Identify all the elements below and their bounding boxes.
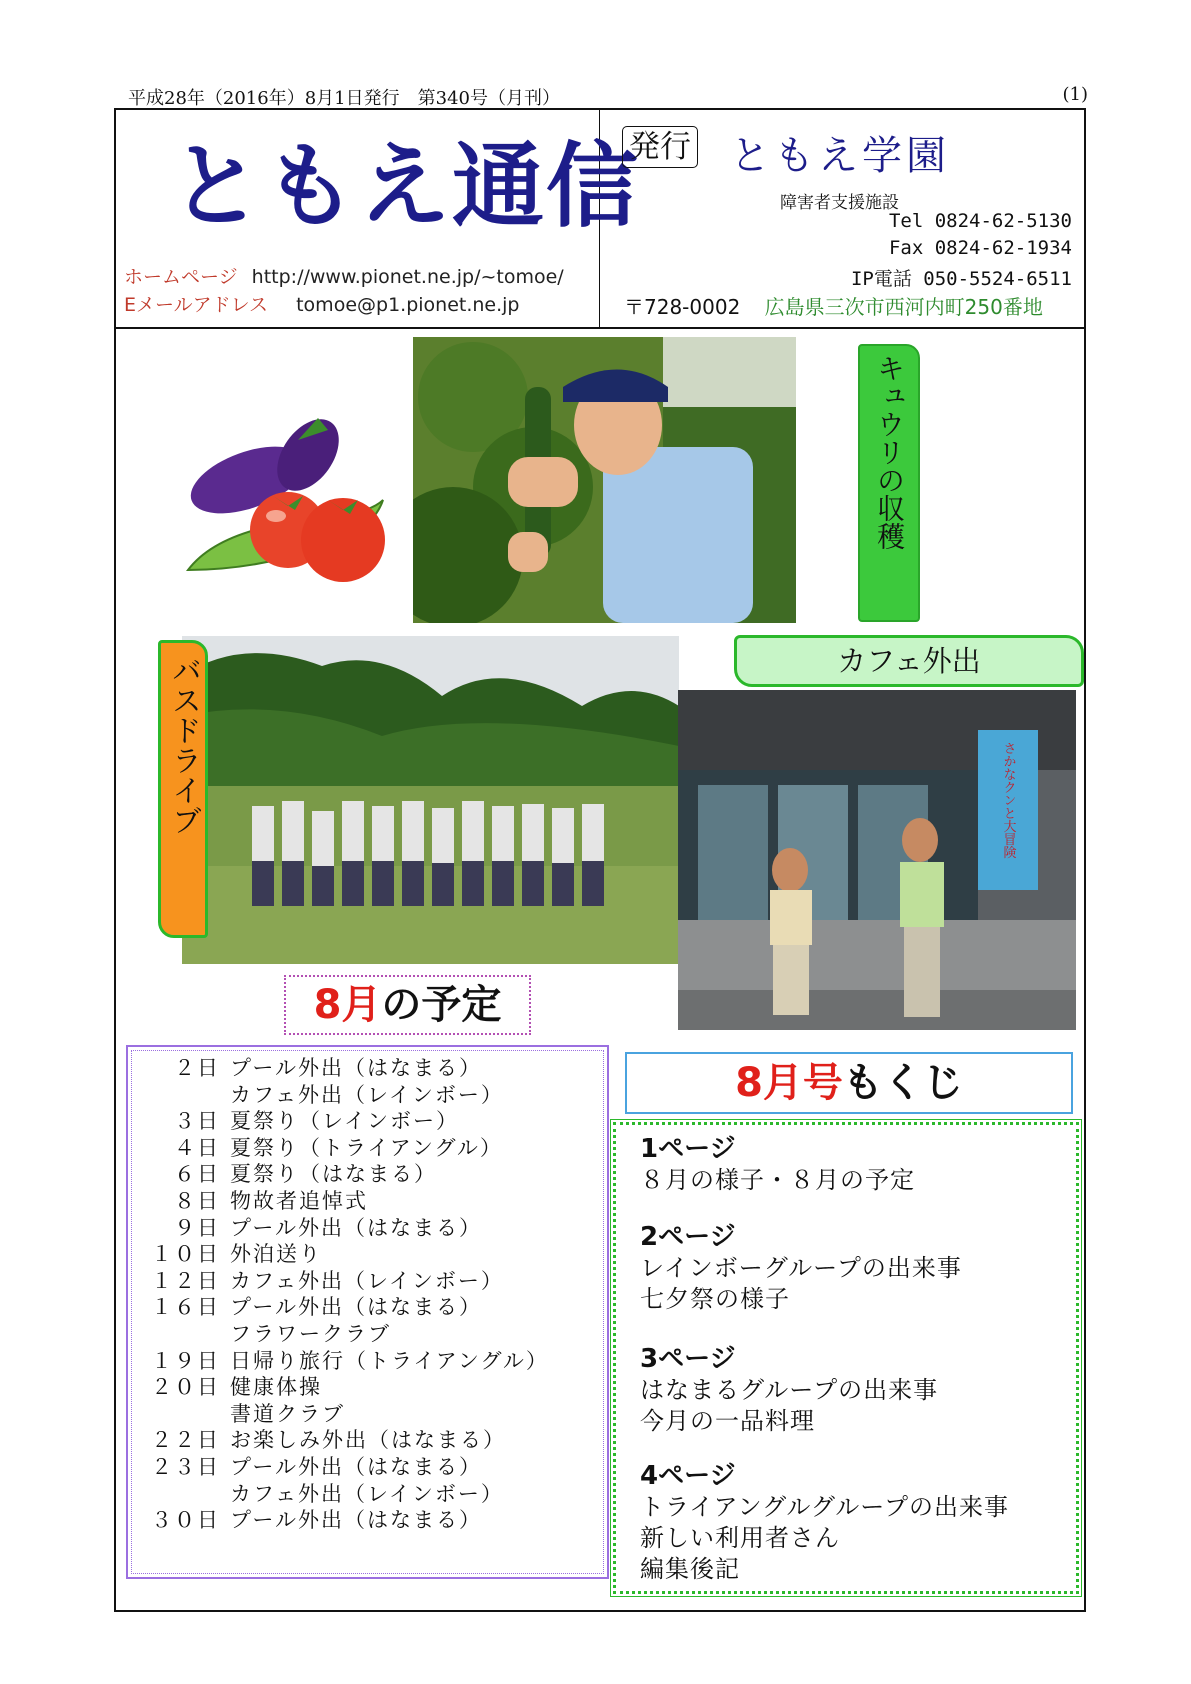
schedule-event: プール外出（はなまる）	[230, 1508, 482, 1533]
schedule-event: カフェ外出（レインボー）	[230, 1082, 504, 1107]
schedule-row	[140, 1345, 549, 1373]
schedule-row	[140, 1398, 345, 1426]
toc-item: レインボーグループの出来事	[640, 1254, 962, 1282]
page-number: (1)	[1062, 84, 1088, 105]
schedule-event: プール外出（はなまる）	[230, 1056, 482, 1080]
schedule-heading	[284, 975, 531, 1035]
address-line	[624, 291, 1043, 320]
schedule-heading-month-suffix: 月	[341, 982, 382, 1028]
schedule-day: ３日	[174, 1109, 220, 1134]
toc-item: トライアングルグループの出来事	[640, 1493, 1009, 1521]
cafe-outing-label: カフェ外出	[734, 635, 1084, 687]
fax: Fax 0824-62-1934	[888, 237, 1072, 259]
email-line	[124, 290, 520, 317]
toc-heading	[625, 1052, 1073, 1114]
schedule-day: ４日	[174, 1135, 220, 1160]
schedule-day: １２日	[151, 1268, 220, 1293]
schedule-event: 夏祭り（トライアングル）	[230, 1135, 503, 1160]
schedule-event: プール外出（はなまる）	[230, 1215, 482, 1240]
schedule-row	[140, 1238, 322, 1267]
email-link[interactable]: tomoe@p1.pionet.ne.jp	[296, 294, 520, 316]
toc-heading-text: もくじ	[842, 1060, 963, 1106]
schedule-day: １９日	[151, 1348, 220, 1373]
toc-item: 今月の一品料理	[640, 1407, 815, 1435]
toc-item: はなまるグループの出来事	[640, 1376, 939, 1404]
toc-page-heading: 4ページ	[640, 1461, 736, 1491]
schedule-row	[140, 1185, 368, 1213]
schedule-row	[140, 1105, 459, 1134]
schedule-event: 外泊送り	[230, 1242, 322, 1267]
schedule-event: 健康体操	[230, 1375, 322, 1400]
toc-item: 編集後記	[640, 1555, 740, 1583]
schedule-row	[140, 1451, 482, 1479]
email-label: Eメールアドレス	[124, 294, 269, 316]
schedule-row	[140, 1132, 503, 1160]
cucumber-harvest-label	[858, 344, 920, 622]
toc-page-heading: 1ページ	[640, 1134, 736, 1164]
schedule-event: 日帰り旅行（トライアングル）	[230, 1348, 549, 1373]
publisher-name: ともえ学園	[730, 133, 950, 179]
schedule-heading-text: の予定	[381, 982, 502, 1028]
header-divider-horizontal	[116, 327, 1084, 329]
vegetables-illustration	[178, 410, 398, 585]
telephone: Tel 0824-62-5130	[888, 210, 1072, 232]
schedule-row	[140, 1291, 482, 1320]
schedule-row	[140, 1079, 504, 1107]
ip-phone: IP電話 050-5524-6511	[850, 268, 1072, 290]
bus-drive-label	[158, 640, 208, 938]
schedule-day: ６日	[174, 1162, 220, 1187]
schedule-event: カフェ外出（レインボー）	[230, 1481, 504, 1506]
newsletter-title: ともえ通信	[170, 132, 641, 240]
toc-item: ８月の様子・８月の予定	[640, 1166, 915, 1194]
schedule-day: ９日	[174, 1215, 220, 1240]
schedule-day: ２日	[174, 1056, 220, 1080]
cucumber-harvest-label-text: キュウリの収穫	[873, 354, 906, 550]
schedule-event: カフェ外出（レインボー）	[230, 1268, 504, 1293]
toc-item: 新しい利用者さん	[640, 1524, 840, 1552]
cafe-outing-photo	[678, 690, 1076, 1030]
cucumber-harvest-photo	[413, 337, 796, 623]
homepage-link[interactable]: http://www.pionet.ne.jp/~tomoe/	[251, 266, 564, 288]
facility-type: 障害者支援施設	[780, 193, 899, 213]
cafe-banner-text: さかなクンと大冒険	[1000, 741, 1016, 859]
schedule-row	[140, 1371, 322, 1400]
issue-line	[128, 84, 1088, 108]
schedule-event: 物故者追悼式	[230, 1189, 368, 1213]
schedule-day: ２０日	[151, 1375, 220, 1400]
schedule-event: 夏祭り（レインボー）	[230, 1109, 459, 1134]
schedule-event: フラワークラブ	[230, 1322, 391, 1346]
postal-code: 〒728-0002	[624, 295, 741, 319]
schedule-row	[140, 1424, 506, 1453]
schedule-row	[140, 1265, 504, 1293]
homepage-line	[124, 262, 564, 289]
schedule-day: １０日	[151, 1242, 220, 1267]
schedule-day: ３０日	[151, 1508, 220, 1533]
toc-page-heading: 3ページ	[640, 1344, 736, 1374]
toc-page-heading: 2ページ	[640, 1222, 736, 1252]
bus-drive-photo	[182, 636, 679, 964]
schedule-event: お楽しみ外出（はなまる）	[230, 1428, 506, 1453]
issue-date-number: 平成28年（2016年）8月1日発行 第340号（月刊）	[128, 88, 560, 109]
schedule-event: プール外出（はなまる）	[230, 1295, 482, 1320]
toc-heading-issue: 8月号	[735, 1060, 843, 1106]
schedule-row	[140, 1212, 482, 1240]
schedule-event: プール外出（はなまる）	[230, 1455, 482, 1479]
toc-item: 七夕祭の様子	[640, 1285, 790, 1313]
schedule-day: １６日	[151, 1295, 220, 1320]
schedule-row	[140, 1318, 391, 1346]
bus-drive-label-text: バスドライブ	[166, 655, 201, 835]
schedule-heading-month: 8	[313, 982, 342, 1028]
schedule-event: 夏祭り（はなまる）	[230, 1162, 437, 1187]
publisher-badge: 発行	[622, 126, 698, 168]
schedule-day: ８日	[174, 1189, 220, 1213]
schedule-row	[140, 1504, 482, 1533]
schedule-row	[140, 1158, 437, 1187]
schedule-day: ２２日	[151, 1428, 220, 1453]
schedule-row	[140, 1052, 482, 1080]
schedule-event: 書道クラブ	[230, 1401, 345, 1426]
schedule-row	[140, 1478, 504, 1506]
homepage-label: ホームページ	[124, 266, 238, 288]
schedule-day: ２３日	[151, 1455, 220, 1479]
address: 広島県三次市西河内町250番地	[764, 295, 1043, 319]
